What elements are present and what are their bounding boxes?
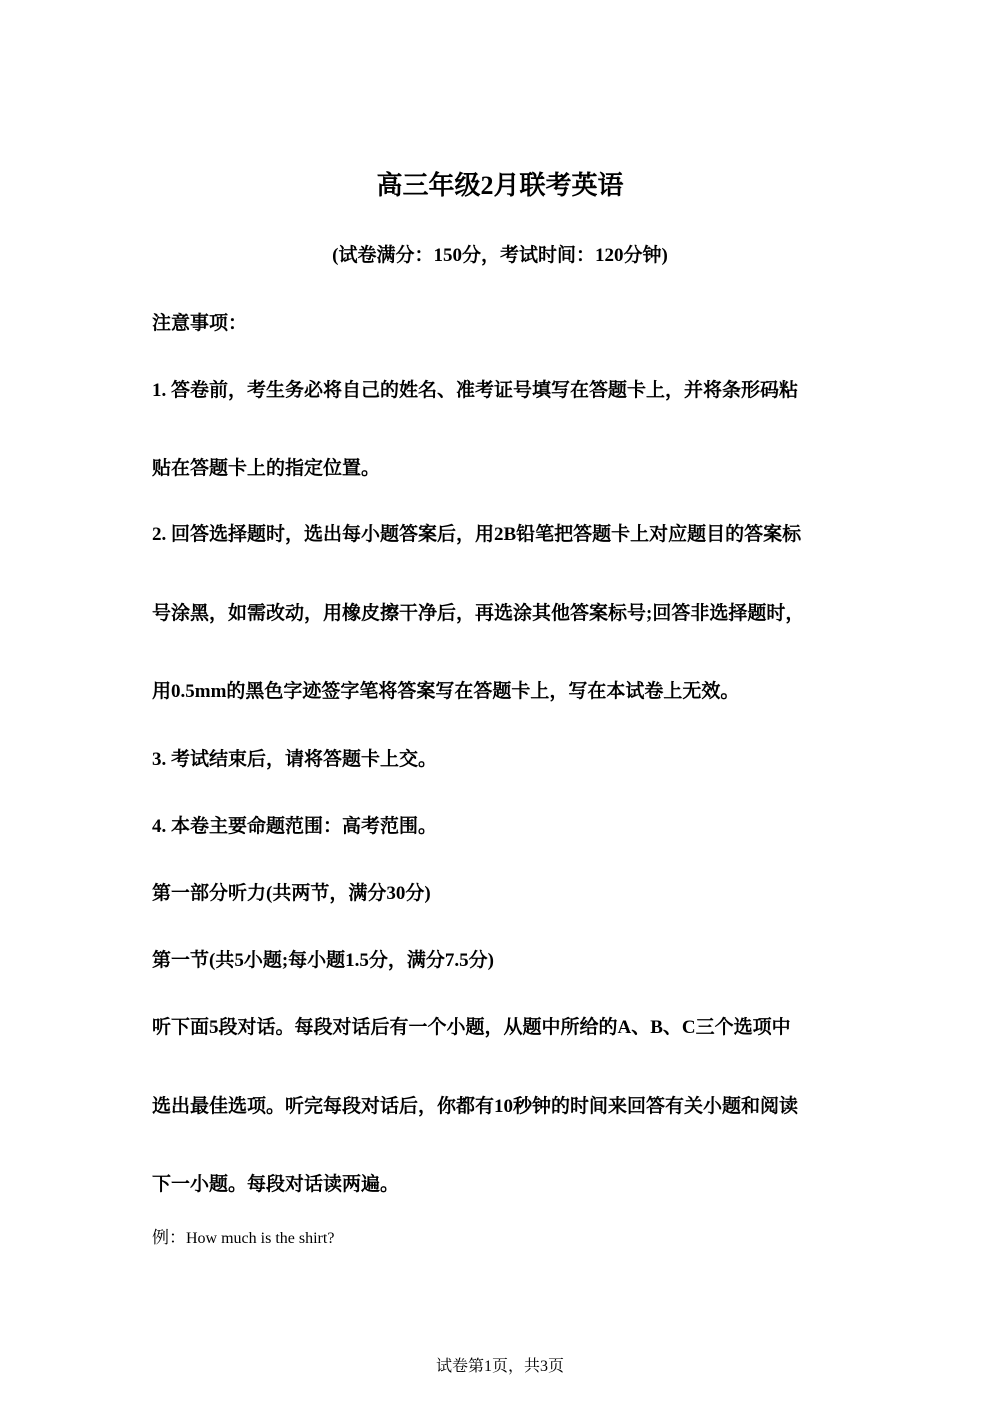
page-footer: 试卷第1页，共3页	[435, 1358, 564, 1375]
notice-line: 2. 回答选择题时，选出每小题答案后，用2B铅笔把答题卡上对应题目的答案标	[152, 524, 802, 545]
example-question: How much is the shirt?	[186, 1230, 335, 1247]
instruction-line: 下一小题。每段对话读两遍。	[152, 1174, 400, 1195]
notice-line: 4. 本卷主要命题范围：高考范围。	[152, 816, 438, 837]
notice-line: 1. 答卷前，考生务必将自己的姓名、准考证号填写在答题卡上，并将条形码粘	[152, 380, 799, 401]
instruction-line: 选出最佳选项。听完每段对话后，你都有10秒钟的时间来回答有关小题和阅读	[152, 1096, 799, 1117]
notice-line: 号涂黑，如需改动，用橡皮擦干净后，再选涂其他答案标号;回答非选择题时，	[152, 603, 805, 624]
instruction-line: 听下面5段对话。每段对话后有一个小题，从题中所给的A、B、C三个选项中	[152, 1017, 791, 1038]
exam-info-subtitle: (试卷满分：150分，考试时间：120分钟)	[332, 245, 668, 266]
notice-line: 用0.5mm的黑色字迹签字笔将答案写在答题卡上，写在本试卷上无效。	[152, 681, 740, 702]
example-label: 例：	[152, 1228, 186, 1247]
notice-line: 贴在答题卡上的指定位置。	[152, 458, 381, 479]
notice-heading: 注意事项：	[152, 313, 248, 334]
notice-line: 3. 考试结束后，请将答题卡上交。	[152, 749, 438, 770]
example-line	[152, 1226, 334, 1251]
page-title: 高三年级2月联考英语	[376, 171, 624, 200]
part-heading: 第一部分听力(共两节，满分30分)	[152, 883, 431, 904]
section-heading: 第一节(共5小题;每小题1.5分，满分7.5分)	[152, 950, 494, 971]
